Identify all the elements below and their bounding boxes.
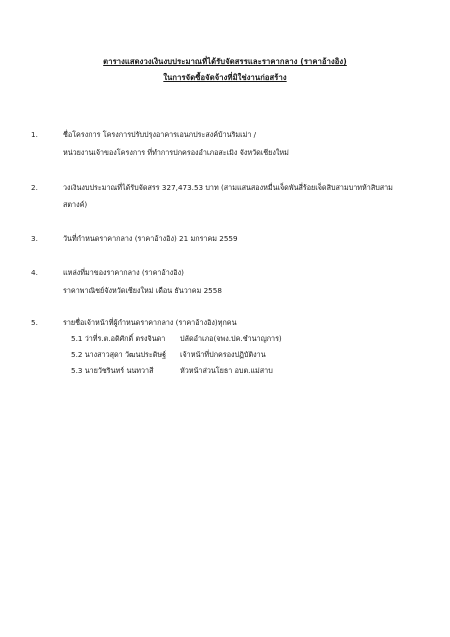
item-2-line1: วงเงินงบประมาณที่ได้รับจัดสรร 327,473.53 บาท (สามแสนสองหมื่นเจ็ดพันสี่ร้อยเจ็ดสิบสามบาทห้าสิบสาม bbox=[63, 183, 393, 192]
item-4-line1: แหล่งที่มาของราคากลาง (ราคาอ้างอิง) bbox=[63, 268, 184, 277]
person-3-position: หัวหน้าส่วนโยธา อบต.แม่สาบ bbox=[180, 366, 273, 375]
item-5-number: 5. bbox=[31, 318, 38, 327]
item-1-line1: ชื่อโครงการ โครงการปรับปรุงอาคารเอนกประสงค์บ้านริมเม่า / bbox=[63, 130, 257, 139]
person-2-name: 5.2 นางสาวสุดา วัฒนประดิษฐ์ bbox=[71, 350, 167, 359]
item-2-line2: สตางค์) bbox=[63, 200, 88, 209]
item-1-line2: หน่วยงานเจ้าของโครงการ ที่ทำการปกครองอำเภอสะเมิง จังหวัดเชียงใหม่ bbox=[63, 148, 289, 157]
document-subtitle: ในการจัดซื้อจัดจ้างที่มิใช่งานก่อสร้าง bbox=[163, 73, 287, 82]
item-2-number: 2. bbox=[31, 183, 38, 192]
person-3-name: 5.3 นายวัชรินทร์ นนทวาสี bbox=[71, 366, 154, 375]
item-3-number: 3. bbox=[31, 234, 38, 243]
item-4-number: 4. bbox=[31, 268, 38, 277]
person-2-position: เจ้าหน้าที่ปกครองปฏิบัติงาน bbox=[180, 350, 266, 359]
person-1-name: 5.1 ว่าที่ร.ต.อดิศักดิ์ ตรงจินดา bbox=[71, 334, 166, 343]
person-1-position: ปลัดอำเภอ(จพง.ปค.ชำนาญการ) bbox=[180, 334, 282, 343]
item-1-number: 1. bbox=[31, 130, 38, 139]
item-5-line1: รายชื่อเจ้าหน้าที่ผู้กำหนดราคากลาง (ราคาอ้างอิง)ทุกคน bbox=[63, 318, 237, 327]
item-4-line2: ราคาพาณิชย์จังหวัดเชียงใหม่ เดือน ธันวาคม 2558 bbox=[63, 286, 222, 295]
document-title: ตารางแสดงวงเงินงบประมาณที่ได้รับจัดสรรและราคากลาง (ราคาอ้างอิง) bbox=[103, 57, 347, 66]
item-3-line1: วันที่กำหนดราคากลาง (ราคาอ้างอิง) 21 มกราคม 2559 bbox=[63, 234, 238, 243]
